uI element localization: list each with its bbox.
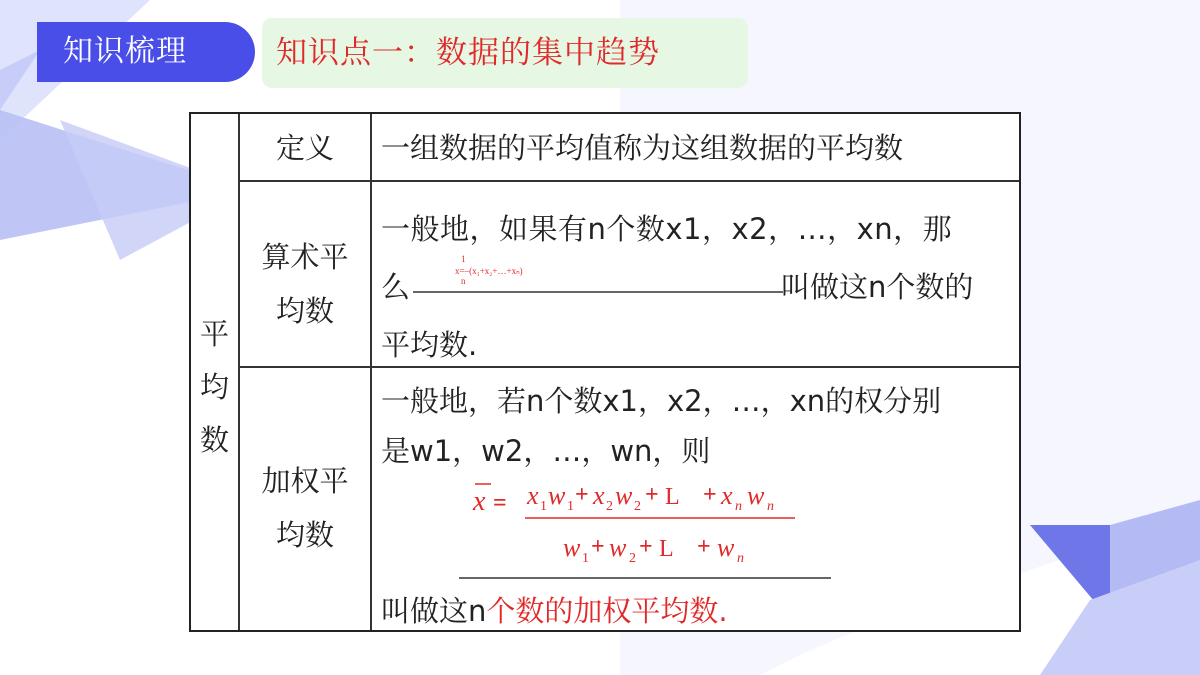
svg-text:L: L [659,536,674,562]
svg-text:+: + [703,482,717,508]
text-fragment: 叫做这n [381,594,487,628]
svg-text:n: n [461,276,466,286]
content-line [381,254,1011,316]
section-badge: 知识梳理 [37,22,255,82]
content-line: 平均数. [381,328,478,362]
knowledge-table [189,112,1021,632]
svg-text:w: w [609,533,627,562]
weighted-mean-content [381,376,1011,476]
content-line: 是w1，w2，…，wn，则 [381,434,711,468]
svg-text:=: = [493,490,507,516]
arithmetic-mean-content [381,200,1011,374]
svg-text:+: + [639,534,653,560]
svg-text:n: n [737,551,744,566]
svg-text:2: 2 [606,499,613,514]
content-line: 一般地，若n个数x1，x2，…，xn的权分别 [381,384,942,418]
svg-text:w: w [717,533,735,562]
svg-text:L: L [665,484,680,510]
text-fragment: 叫做这n个数的 [781,270,974,304]
svg-text:x=–(x₁+x₂+…+xₙ): x=–(x₁+x₂+…+xₙ) [455,266,523,276]
svg-text:w: w [548,481,566,510]
svg-text:x: x [593,481,605,510]
svg-text:x: x [473,486,486,517]
group-label-char: 数 [199,423,229,457]
svg-text:w: w [615,481,633,510]
label-line: 算术平 [261,240,349,274]
svg-text:1: 1 [540,499,547,514]
weighted-mean-conclusion [381,594,1011,628]
svg-text:x: x [721,481,733,510]
content-line: 一般地，如果有n个数x1，x2，…，xn，那 [381,212,953,246]
label-line: 加权平 [261,464,349,498]
group-label-char: 平 [199,317,229,351]
svg-text:n: n [735,499,742,514]
svg-text:1: 1 [582,551,589,566]
svg-text:w: w [563,533,581,562]
svg-text:+: + [697,534,711,560]
arithmetic-mean-label [240,230,370,338]
weighted-mean-label [240,454,370,562]
formula-weighted-mean [451,476,851,596]
svg-text:+: + [645,482,659,508]
svg-text:+: + [591,534,605,560]
text-fragment: 么 [381,270,411,304]
label-line: 均数 [275,294,334,328]
definition-content: 一组数据的平均值称为这组数据的平均数 [381,131,904,165]
label-line: 均数 [275,518,334,552]
svg-text:1: 1 [461,254,466,264]
svg-text:x: x [527,481,539,510]
topic-title: 知识点一：数据的集中趋势 [262,18,748,88]
text-fragment-red: 个数的加权平均数. [486,594,728,628]
group-label [191,308,238,467]
svg-text:w: w [747,481,765,510]
svg-text:n: n [767,499,774,514]
formula-mean-small [413,244,783,294]
definition-label: 定义 [275,131,334,165]
svg-text:2: 2 [634,499,641,514]
svg-text:2: 2 [629,551,636,566]
svg-text:1: 1 [567,499,574,514]
group-label-char: 均 [199,370,229,404]
svg-text:+: + [575,482,589,508]
